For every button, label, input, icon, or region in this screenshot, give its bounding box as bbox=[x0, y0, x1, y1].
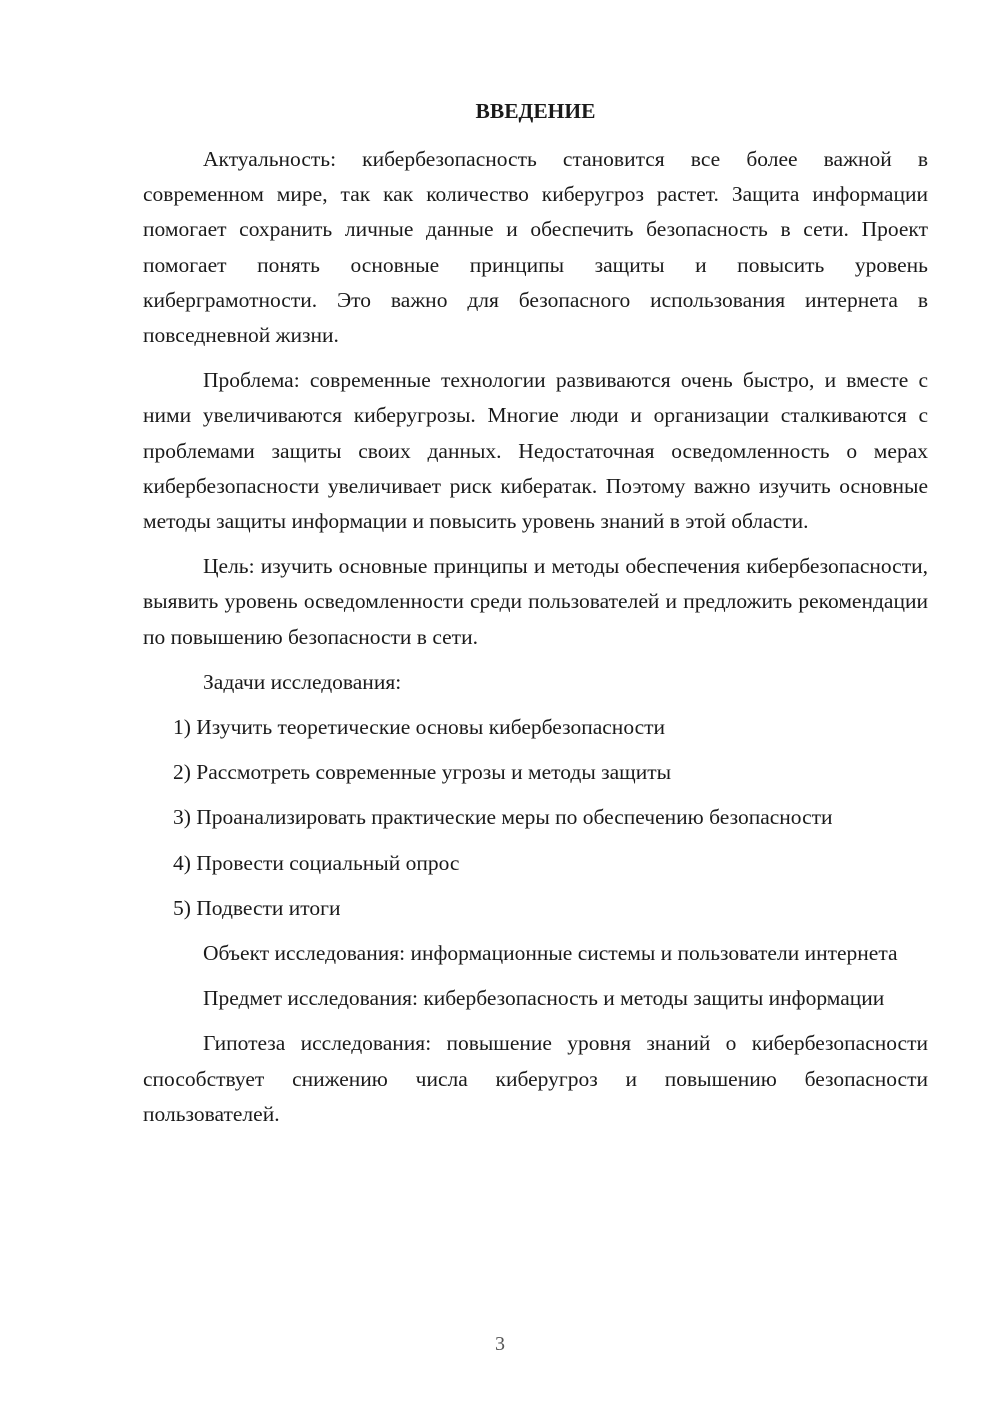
page-title: ВВЕДЕНИЕ bbox=[475, 99, 596, 123]
task-item: 4) Провести социальный опрос bbox=[173, 850, 460, 875]
problem-paragraph: Проблема: современные технологии развиваются очень быстро, и вместе с ними увеличиваются киберугрозы. Многие люди и организации сталкиваются с проблемами защиты своих данных. Недостаточная осведомленность о мерах кибербезопасности увеличивает риск кибератак. Поэтому важно изучить основные методы защиты информации и повысить уровень знаний в этой области. bbox=[143, 368, 928, 534]
object-paragraph: Объект исследования: информационные системы и пользователи интернета bbox=[203, 941, 898, 966]
goal-paragraph: Цель: изучить основные принципы и методы обеспечения кибербезопасности, выявить уровень осведомленности среди пользователей и предложить рекомендации по повышению безопасности в сети. bbox=[143, 554, 928, 649]
hypothesis-paragraph: Гипотеза исследования: повышение уровня знаний о кибербезопасности способствует снижению числа киберугроз и повышению безопасности пользователей. bbox=[143, 1031, 928, 1126]
task-item: 5) Подвести итоги bbox=[173, 895, 341, 920]
page-number: 3 bbox=[495, 1333, 505, 1355]
task-item: 1) Изучить теоретические основы кибербезопасности bbox=[173, 715, 666, 740]
relevance-paragraph: Актуальность: кибербезопасность становится все более важной в современном мире, так как количество киберугроз растет. Защита информации помогает сохранить личные данные и обеспечить безопасность в сети. Проект помогает понять основные принципы защиты и повысить уровень киберграмотности. Это важно для безопасного использования интернета в повседневной жизни. bbox=[143, 147, 928, 348]
task-item: 2) Рассмотреть современные угрозы и методы защиты bbox=[173, 760, 672, 785]
document-page bbox=[143, 96, 928, 1142]
subject-paragraph: Предмет исследования: кибербезопасность и методы защиты информации bbox=[203, 986, 885, 1011]
tasks-heading: Задачи исследования: bbox=[203, 669, 402, 694]
task-item: 3) Проанализировать практические меры по обеспечению безопасности bbox=[173, 805, 833, 830]
